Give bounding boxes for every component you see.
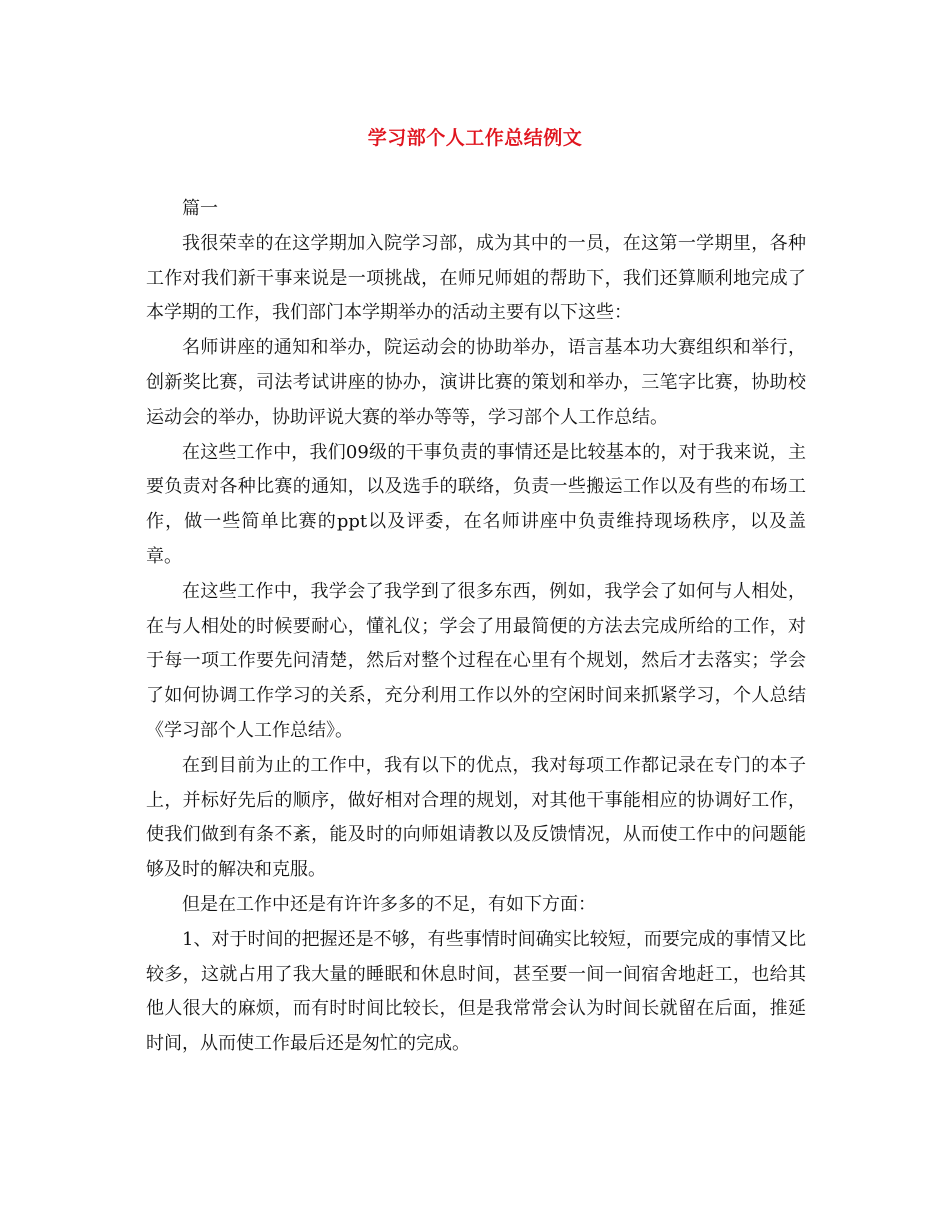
paragraph: 在到目前为止的工作中，我有以下的优点，我对每项工作都记录在专门的本子上，并标好先后的顺序，做好相对合理的规划，对其他干事能相应的协调好工作，使我们做到有条不紊，能及时的向师姐请教以及反馈情况，从而使工作中的问题能够及时的解决和克服。 [146, 754, 806, 881]
paragraph: 名师讲座的通知和举办，院运动会的协助举办，语言基本功大赛组织和举行，创新奖比赛，司法考试讲座的协办，演讲比赛的策划和举办，三笔字比赛，协助校运动会的举办，协助评说大赛的举办等等，学习部个人工作总结。 [146, 337, 806, 428]
section-heading: 篇一 [182, 198, 218, 219]
paragraph: 在这些工作中，我们09级的干事负责的事情还是比较基本的，对于我来说，主要负责对各种比赛的通知，以及选手的联络，负责一些搬运工作以及有些的布场工作，做一些简单比赛的ppt以及评委，在名师讲座中负责维持现场秩序，以及盖章。 [146, 441, 806, 567]
document-title: 学习部个人工作总结例文 [367, 127, 583, 149]
paragraph: 在这些工作中，我学会了我学到了很多东西，例如，我学会了如何与人相处，在与人相处的时候要耐心，懂礼仪；学会了用最简便的方法去完成所给的工作，对于每一项工作要先问清楚，然后对整个过程在心里有个规划，然后才去落实；学会了如何协调工作学习的关系，充分利用工作以外的空闲时间来抓紧学习，个人总结《学习部个人工作总结》。 [146, 580, 806, 741]
paragraph: 我很荣幸的在这学期加入院学习部，成为其中的一员，在这第一学期里，各种工作对我们新干事来说是一项挑战，在师兄师姐的帮助下，我们还算顺利地完成了本学期的工作，我们部门本学期举办的活动主要有以下这些： [146, 232, 806, 324]
paragraph: 但是在工作中还是有许许多多的不足，有如下方面： [182, 893, 596, 915]
paragraph: 1、对于时间的把握还是不够，有些事情时间确实比较短，而要完成的事情又比较多，这就占用了我大量的睡眠和休息时间，甚至要一间一间宿舍地赶工，也给其他人很大的麻烦，而有时时间比较长，但是我常常会认为时间长就留在后面，推延时间，从而使工作最后还是匆忙的完成。 [146, 928, 806, 1055]
document-body [146, 192, 806, 1062]
